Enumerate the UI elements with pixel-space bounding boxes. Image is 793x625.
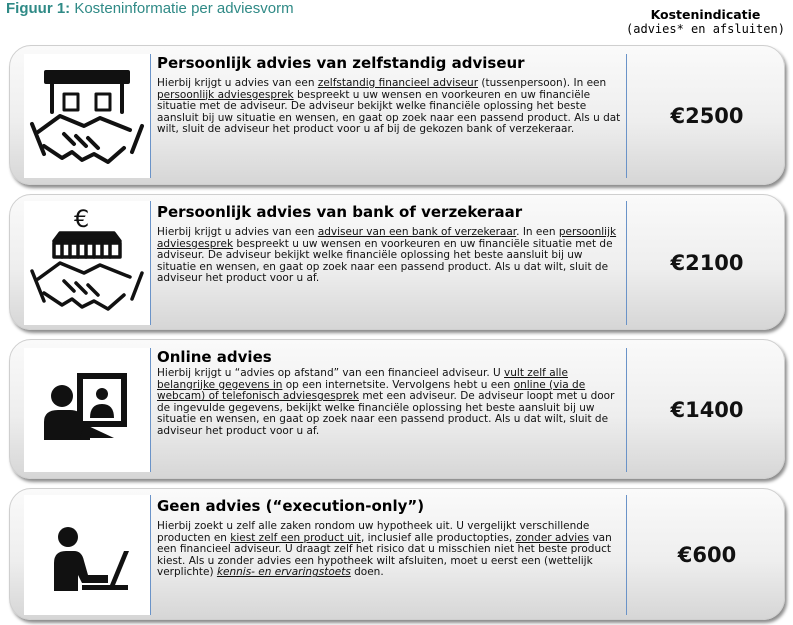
card-body bbox=[157, 78, 622, 136]
cost-header-subtitle: (advies* en afsluiten) bbox=[626, 22, 785, 36]
card-icon-box bbox=[24, 348, 151, 472]
card-title: Persoonlijk advies van zelfstandig adviseur bbox=[157, 54, 525, 72]
card-title: Online advies bbox=[157, 348, 272, 366]
body-text: op een internetsite. Vervolgens hebt u een bbox=[282, 378, 514, 391]
body-text: bespreekt u uw wensen en voorkeuren en uw financiële situatie met de adviseur. De adviseur bekijkt welke financiële oplossing het beste aansluit bij uw situatie en wensen, en gaat op zoek naar een passend product. Als u dat wilt, sluit de adviseur het product voor u af. bbox=[157, 237, 613, 285]
advice-card-independent bbox=[9, 45, 785, 185]
card-body bbox=[157, 227, 622, 285]
card-title: Persoonlijk advies van bank of verzekeraar bbox=[157, 203, 523, 221]
underlined-term: adviseur van een bank of verzekeraar bbox=[317, 226, 517, 238]
cost-column-header bbox=[618, 7, 793, 37]
card-title: Geen advies (“execution-only”) bbox=[157, 497, 425, 515]
underlined-term: kennis- en ervaringstoets bbox=[216, 566, 351, 579]
card-icon-box bbox=[24, 54, 151, 178]
body-text: Hierbij krijgt u advies van een bbox=[157, 226, 318, 238]
body-text: van een financieel adviseur. U draagt zelf het risico dat u misschien niet het beste product kiest. Als u zonder advies een hypotheek wilt afsluiten, moet u eerst een (wettelijk verplichte) bbox=[157, 531, 612, 579]
body-text: Hierbij krijgt u “advies op afstand” van een financieel adviseur. U bbox=[157, 367, 505, 379]
price-value: €1400 bbox=[670, 398, 744, 422]
advice-card-bank bbox=[9, 194, 785, 330]
card-body bbox=[157, 521, 622, 579]
price-value: €2100 bbox=[670, 251, 744, 275]
figure-title: Kosteninformatie per adviesvorm bbox=[70, 0, 294, 17]
underlined-term: persoonlijk adviesgesprek bbox=[157, 88, 294, 101]
underlined-term: persoonlijk adviesgesprek bbox=[157, 226, 617, 250]
card-body bbox=[157, 368, 622, 438]
handshake-building-icon bbox=[24, 54, 150, 178]
body-text: doen. bbox=[350, 566, 384, 579]
price-cell bbox=[626, 348, 787, 472]
cost-header-title: Kostenindicatie bbox=[650, 7, 761, 22]
svg-text:€: € bbox=[74, 205, 90, 233]
price-value: €600 bbox=[677, 543, 737, 567]
advice-card-online bbox=[9, 339, 785, 479]
figure-label: Figuur 1: bbox=[6, 0, 71, 17]
body-text: . In een bbox=[516, 226, 559, 238]
body-text: Hierbij zoekt u zelf alle zaken rondom uw hypotheek uit. U vergelijkt verschillende producten en bbox=[157, 520, 590, 544]
body-text: bespreekt u uw wensen en voorkeuren en uw financiële situatie met de adviseur. De adviseur bekijkt welke financiële oplossing het beste aansluit bij uw situatie en wensen, en gaat op zoek naar een passend product. Als u dat wilt, sluit de adviseur het product voor u af bij de gekozen bank of verzekeraar. bbox=[157, 88, 621, 136]
underlined-term: online (via de webcam) of telefonisch adviesgesprek bbox=[157, 378, 586, 403]
body-text: (tussenpersoon). In een bbox=[478, 77, 607, 89]
card-icon-box bbox=[24, 201, 151, 325]
card-icon-box bbox=[24, 495, 151, 615]
advice-card-execution-only bbox=[9, 488, 785, 620]
video-call-icon bbox=[24, 348, 150, 472]
card-text bbox=[157, 349, 622, 438]
handshake-bank-icon bbox=[24, 201, 150, 325]
price-cell bbox=[626, 201, 787, 325]
price-cell bbox=[626, 495, 787, 615]
card-text bbox=[157, 498, 622, 579]
body-text: met een adviseur. De adviseur loopt met u door de ingevulde gegevens, bekijkt welke financiële oplossing het beste aansluit bij uw situatie en wensen, en gaat op zoek naar een passend product. Als u dat wilt, sluit de adviseur het product voor u af. bbox=[157, 390, 615, 437]
underlined-term: kiest zelf een product uit bbox=[230, 531, 361, 544]
price-value: €2500 bbox=[670, 104, 744, 128]
price-cell bbox=[626, 54, 787, 178]
underlined-term: zelfstandig financieel adviseur bbox=[317, 77, 479, 89]
card-text bbox=[157, 204, 622, 285]
figure-caption bbox=[6, 0, 294, 17]
card-text bbox=[157, 55, 622, 136]
underlined-term: zonder advies bbox=[515, 531, 590, 544]
body-text: , inclusief alle productopties, bbox=[360, 531, 516, 544]
body-text: Hierbij krijgt u advies van een bbox=[157, 77, 318, 89]
person-laptop-icon bbox=[24, 495, 150, 615]
underlined-term: vult zelf alle belangrijke gegevens in bbox=[157, 367, 568, 391]
